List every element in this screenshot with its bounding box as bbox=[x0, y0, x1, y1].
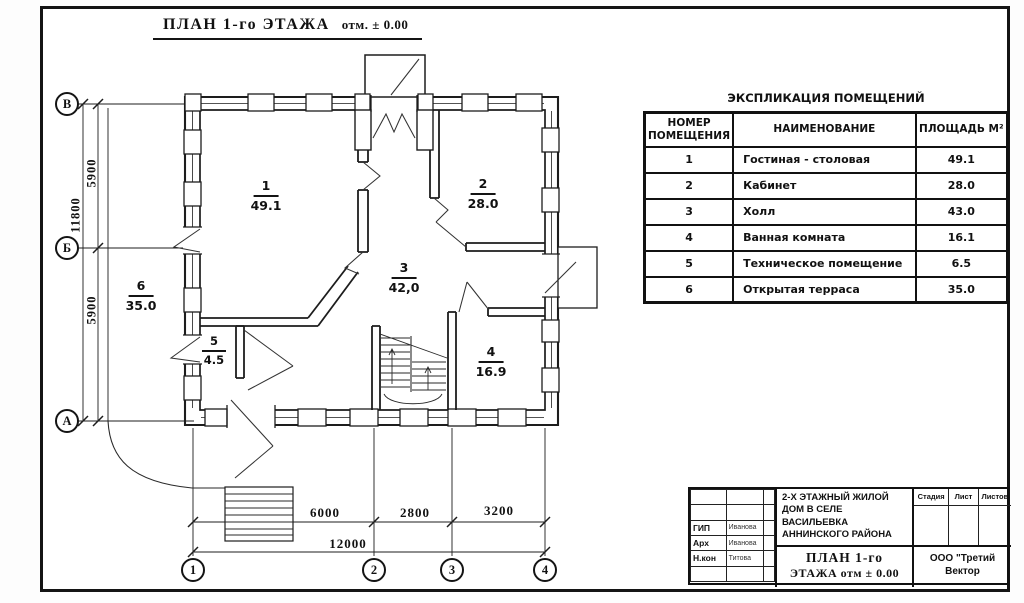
cell-number: 4 bbox=[645, 225, 734, 251]
dim-bottom-span3: 3200 bbox=[484, 503, 514, 518]
col-header-area: ПЛОЩАДЬ М² bbox=[916, 113, 1008, 147]
room-label-5 bbox=[202, 336, 226, 366]
dim-bottom-span2: 2800 bbox=[400, 505, 430, 520]
drawing-title-text: ПЛАН 1-го ЭТАЖА bbox=[163, 16, 330, 33]
dim-left-lower: 5900 bbox=[84, 295, 99, 325]
sheets-label: Листов bbox=[981, 492, 1009, 501]
cell-number: 2 bbox=[645, 173, 734, 199]
col-header-name: НАИМЕНОВАНИЕ bbox=[733, 113, 916, 147]
stage-label: Стадия bbox=[914, 489, 949, 505]
staff-row bbox=[691, 520, 775, 535]
axis-marker-b: Б bbox=[55, 236, 79, 260]
table-row bbox=[645, 199, 1008, 225]
staff-signature bbox=[764, 566, 775, 581]
staff-name bbox=[726, 490, 764, 505]
table-row bbox=[645, 147, 1008, 173]
cell-name: Кабинет bbox=[733, 173, 916, 199]
room-label-1 bbox=[251, 180, 282, 212]
room-label-6 bbox=[126, 280, 157, 312]
staff-role: Н.кон bbox=[691, 551, 727, 566]
room-area: 28.0 bbox=[467, 195, 499, 211]
stage-sheet-header bbox=[914, 489, 1011, 506]
explication-header-row bbox=[645, 113, 1008, 147]
room-label-3 bbox=[389, 262, 420, 294]
dimension-lines bbox=[78, 104, 545, 556]
table-row bbox=[645, 251, 1008, 277]
dimension-ticks bbox=[78, 99, 550, 557]
staff-name bbox=[726, 505, 764, 520]
cell-area: 43.0 bbox=[916, 199, 1008, 225]
sheets-value bbox=[979, 506, 1011, 545]
exterior-steps bbox=[108, 421, 293, 541]
stage-sheet-section bbox=[912, 489, 1011, 547]
room-number: 1 bbox=[254, 180, 279, 197]
cell-area: 16.1 bbox=[916, 225, 1008, 251]
staff-row bbox=[691, 551, 775, 566]
project-name: 2-Х ЭТАЖНЫЙ ЖИЛОЙ ДОМ В СЕЛЕ ВАСИЛЬЕВКА АННИНСКОГО РАЙОНА bbox=[775, 489, 912, 547]
room-number: 5 bbox=[202, 336, 226, 352]
room-area: 4.5 bbox=[203, 352, 225, 367]
axis-marker-4: 4 bbox=[533, 558, 557, 582]
cell-area: 6.5 bbox=[916, 251, 1008, 277]
staff-row bbox=[691, 535, 775, 550]
dim-left-total: 11800 bbox=[68, 197, 83, 233]
axis-marker-a: А bbox=[55, 409, 79, 433]
room-area: 35.0 bbox=[125, 297, 157, 313]
col-header-number: НОМЕР ПОМЕЩЕНИЯ bbox=[645, 113, 734, 147]
cell-number: 1 bbox=[645, 147, 734, 173]
cell-name: Техническое помещение bbox=[733, 251, 916, 277]
title-block bbox=[688, 487, 1009, 585]
room-number: 2 bbox=[471, 178, 496, 195]
cell-number: 5 bbox=[645, 251, 734, 277]
cell-name: Ванная комната bbox=[733, 225, 916, 251]
staff-role: Арх bbox=[691, 535, 727, 550]
drawing-title bbox=[153, 16, 422, 40]
room-number: 4 bbox=[479, 346, 504, 363]
axis-marker-3: 3 bbox=[440, 558, 464, 582]
staff-row bbox=[691, 505, 775, 520]
room-number: 6 bbox=[129, 280, 154, 297]
axis-marker-2: 2 bbox=[362, 558, 386, 582]
stage-sheet-cells bbox=[914, 506, 1011, 545]
room-number: 3 bbox=[392, 262, 417, 279]
staff-signature bbox=[764, 551, 775, 566]
room-label-4 bbox=[476, 346, 507, 378]
staff-role bbox=[691, 566, 727, 581]
table-row bbox=[645, 225, 1008, 251]
sheet-title bbox=[775, 547, 912, 587]
staff-name: Иванова bbox=[726, 520, 764, 535]
axis-marker-v: В bbox=[55, 92, 79, 116]
cell-name: Гостиная - столовая bbox=[733, 147, 916, 173]
staff-signature bbox=[764, 505, 775, 520]
staff-name: Иванова bbox=[726, 535, 764, 550]
staff-signature bbox=[764, 520, 775, 535]
axis-marker-1: 1 bbox=[181, 558, 205, 582]
drawing-title-elevation: отм. ± 0.00 bbox=[341, 17, 409, 32]
cell-area: 35.0 bbox=[916, 277, 1008, 303]
room-area: 16.9 bbox=[475, 363, 507, 379]
cell-area: 28.0 bbox=[916, 173, 1008, 199]
cell-number: 6 bbox=[645, 277, 734, 303]
staff-role bbox=[691, 490, 727, 505]
cell-number: 3 bbox=[645, 199, 734, 225]
sheet-label: Лист bbox=[949, 489, 978, 505]
staircase bbox=[380, 334, 447, 404]
table-row bbox=[645, 277, 1008, 303]
cell-area: 49.1 bbox=[916, 147, 1008, 173]
explication-title: ЭКСПЛИКАЦИЯ ПОМЕЩЕНИЙ bbox=[727, 91, 925, 105]
sheet-value bbox=[949, 506, 978, 545]
room-label-2 bbox=[468, 178, 499, 210]
staff-name bbox=[726, 566, 764, 581]
staff-signature bbox=[764, 490, 775, 505]
staff-name: Титова bbox=[726, 551, 764, 566]
sheet-title-line1: ПЛАН 1-го bbox=[806, 550, 883, 565]
stage-value bbox=[914, 506, 949, 545]
vestibule-walls bbox=[355, 110, 433, 150]
dim-bottom-total: 12000 bbox=[329, 536, 367, 551]
room-area: 49.1 bbox=[250, 197, 282, 213]
staff-role bbox=[691, 505, 727, 520]
staff-row bbox=[691, 566, 775, 581]
table-row bbox=[645, 173, 1008, 199]
company-name: ООО "Третий Вектор bbox=[912, 547, 1011, 587]
staff-row bbox=[691, 490, 775, 505]
staff-role: ГИП bbox=[691, 520, 727, 535]
dim-left-upper: 5900 bbox=[84, 158, 99, 188]
cell-name: Холл bbox=[733, 199, 916, 225]
cell-name: Открытая терраса bbox=[733, 277, 916, 303]
explication-table bbox=[643, 111, 1009, 304]
sheet-title-line2: ЭТАЖА отм ± 0.00 bbox=[789, 566, 900, 580]
dim-bottom-span1: 6000 bbox=[310, 505, 340, 520]
title-block-staff-grid bbox=[690, 489, 775, 582]
staff-signature bbox=[764, 535, 775, 550]
room-area: 42,0 bbox=[388, 279, 420, 295]
